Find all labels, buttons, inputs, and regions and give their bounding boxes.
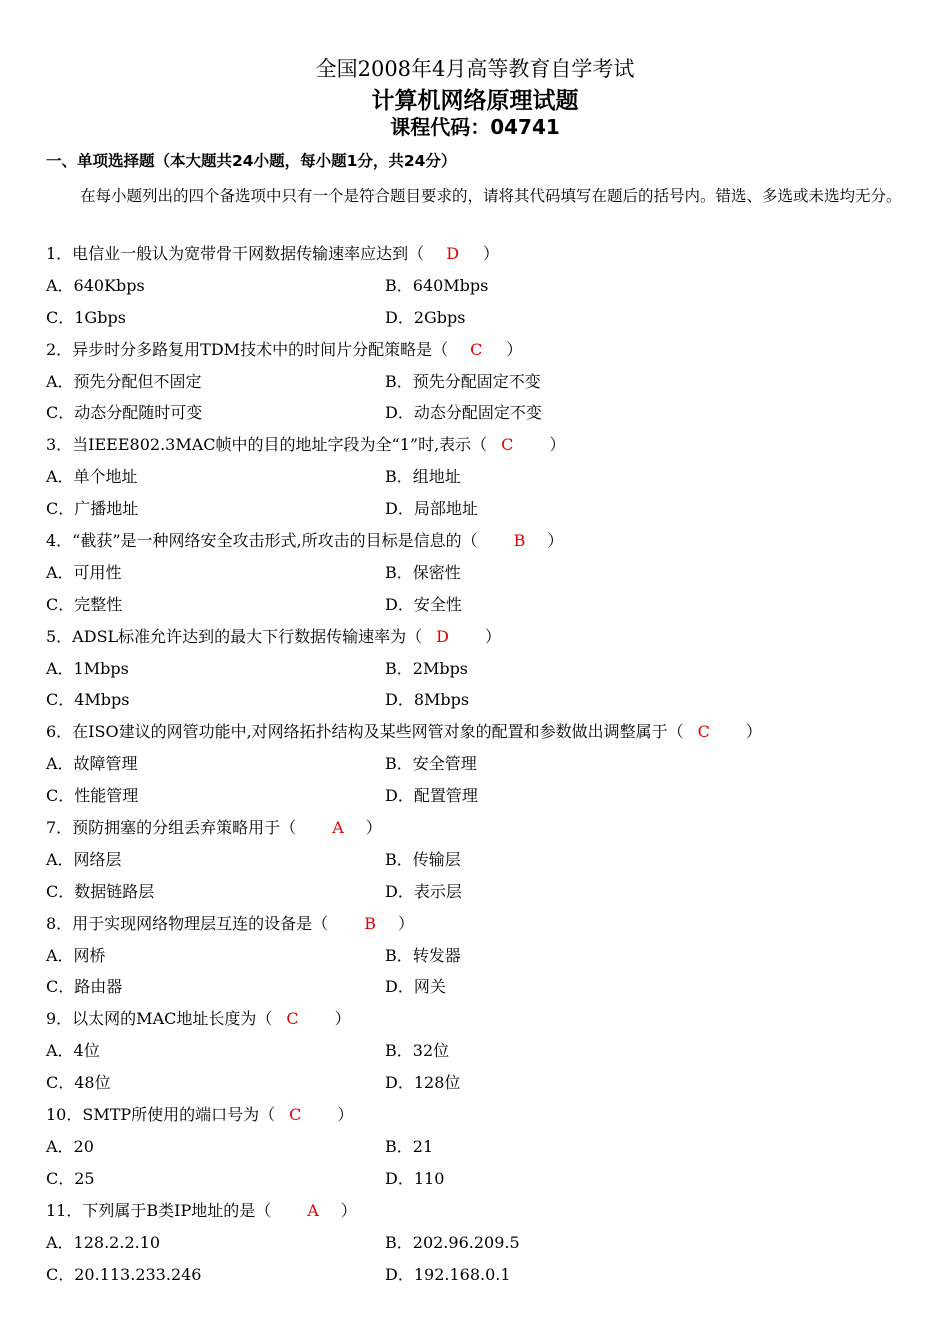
options-row xyxy=(46,557,926,589)
course-code: 课程代码：04741 xyxy=(390,115,560,139)
question-11 xyxy=(46,1195,926,1291)
option-a: A．故障管理 xyxy=(46,754,138,774)
answer-mark: A xyxy=(307,1200,319,1220)
options-row xyxy=(46,1131,926,1163)
options-row xyxy=(46,366,926,398)
option-b: B．21 xyxy=(385,1136,434,1156)
options-row xyxy=(46,1259,926,1291)
question-stem xyxy=(46,1195,926,1227)
option-a: A．20 xyxy=(46,1136,94,1156)
answer-mark: C xyxy=(501,435,514,455)
option-a: A．可用性 xyxy=(46,562,122,582)
option-c: C．动态分配随时可变 xyxy=(46,403,203,423)
option-c: C．1Gbps xyxy=(46,307,126,327)
option-b: B．32位 xyxy=(385,1041,450,1061)
question-6 xyxy=(46,716,926,812)
closing-paren: ） xyxy=(397,913,414,933)
closing-paren: ） xyxy=(549,435,566,455)
closing-paren: ） xyxy=(506,339,523,359)
option-a: A．单个地址 xyxy=(46,467,138,487)
answer-mark: C xyxy=(697,722,710,742)
question-5 xyxy=(46,621,926,717)
question-8 xyxy=(46,908,926,1004)
closing-paren: ） xyxy=(483,244,500,263)
question-text: 3．当IEEE802.3MAC帧中的目的地址字段为全“1”时,表示（ xyxy=(46,435,488,455)
options-row xyxy=(46,940,926,972)
option-d: D．128位 xyxy=(385,1073,461,1093)
question-1 xyxy=(46,238,926,334)
question-7 xyxy=(46,812,926,908)
exam-session-title: 全国2008年4月高等教育自学考试 xyxy=(315,57,635,81)
question-stem xyxy=(46,525,926,557)
option-c: C．完整性 xyxy=(46,594,123,614)
answer-mark: B xyxy=(364,913,376,933)
answer-mark: C xyxy=(470,339,483,359)
question-text: 6．在ISO建议的网管功能中,对网络拓扑结构及某些网管对象的配置和参数做出调整属于（ xyxy=(46,722,684,742)
option-d: D．配置管理 xyxy=(385,786,478,806)
option-a: A．128.2.2.10 xyxy=(46,1232,161,1252)
option-d: D．110 xyxy=(385,1168,445,1188)
question-text: 5．ADSL标准允许达到的最大下行数据传输速率为（ xyxy=(46,626,423,646)
question-stem xyxy=(46,908,926,940)
option-c: C．性能管理 xyxy=(46,786,139,806)
closing-paren: ） xyxy=(334,1009,351,1029)
option-b: B．640Mbps xyxy=(385,275,489,295)
option-a: A．网络层 xyxy=(46,849,122,869)
options-row xyxy=(46,748,926,780)
options-row xyxy=(46,493,926,525)
options-row xyxy=(46,589,926,621)
option-c: C．20.113.233.246 xyxy=(46,1264,202,1284)
options-row xyxy=(46,1067,926,1099)
section-instructions: 在每小题列出的四个备选项中只有一个是符合题目要求的，请将其代码填写在题后的括号内。错选、多选或未选均无分。 xyxy=(80,187,902,205)
options-row xyxy=(46,302,926,334)
options-row xyxy=(46,270,926,302)
question-stem xyxy=(46,429,926,461)
question-text: 11．下列属于B类IP地址的是（ xyxy=(46,1200,272,1220)
question-stem xyxy=(46,812,926,844)
exam-subject-title: 计算机网络原理试题 xyxy=(371,88,579,114)
question-2 xyxy=(46,334,926,430)
section-title: 一、单项选择题（本大题共24小题，每小题1分，共24分） xyxy=(46,152,457,170)
option-a: A．网桥 xyxy=(46,945,106,965)
option-c: C．25 xyxy=(46,1168,95,1188)
option-a: A．640Kbps xyxy=(46,275,145,295)
answer-mark: A xyxy=(332,818,344,838)
option-d: D．网关 xyxy=(385,977,446,997)
answer-mark: B xyxy=(513,531,526,551)
option-b: B．安全管理 xyxy=(385,754,477,774)
option-b: B．202.96.209.5 xyxy=(385,1232,520,1252)
option-b: B．预先分配固定不变 xyxy=(385,371,541,391)
options-row xyxy=(46,844,926,876)
options-row xyxy=(46,684,926,716)
question-text: 8．用于实现网络物理层互连的设备是（ xyxy=(46,913,329,933)
answer-mark: C xyxy=(289,1105,302,1125)
closing-paren: ） xyxy=(484,626,501,646)
option-a: A．4位 xyxy=(46,1041,100,1061)
question-text: 7．预防拥塞的分组丢弃策略用于（ xyxy=(46,818,297,838)
option-d: D．安全性 xyxy=(385,594,462,614)
options-row xyxy=(46,1227,926,1259)
closing-paren: ） xyxy=(340,1200,357,1220)
answer-mark: C xyxy=(286,1009,299,1029)
question-text: 4．“截获”是一种网络安全攻击形式,所攻击的目标是信息的（ xyxy=(46,531,478,551)
closing-paren: ） xyxy=(745,722,762,742)
option-d: D．表示层 xyxy=(385,881,462,901)
options-row xyxy=(46,461,926,493)
option-d: D．局部地址 xyxy=(385,499,478,519)
option-b: B．保密性 xyxy=(385,562,461,582)
option-d: D．192.168.0.1 xyxy=(385,1264,511,1284)
options-row xyxy=(46,653,926,685)
option-c: C．广播地址 xyxy=(46,499,139,519)
question-list xyxy=(46,238,926,1290)
options-row xyxy=(46,780,926,812)
option-c: C．48位 xyxy=(46,1073,111,1093)
option-b: B．2Mbps xyxy=(385,658,469,678)
question-stem xyxy=(46,334,926,366)
question-stem xyxy=(46,716,926,748)
question-text: 1．电信业一般认为宽带骨干网数据传输速率应达到（ xyxy=(46,244,425,263)
question-10 xyxy=(46,1099,926,1195)
question-stem xyxy=(46,1003,926,1035)
question-text: 9．以太网的MAC地址长度为（ xyxy=(46,1009,273,1029)
options-row xyxy=(46,876,926,908)
option-c: C．4Mbps xyxy=(46,690,130,710)
options-row xyxy=(46,1163,926,1195)
question-stem xyxy=(46,238,926,270)
option-d: D．8Mbps xyxy=(385,690,470,710)
option-a: A．1Mbps xyxy=(46,658,129,678)
option-c: C．路由器 xyxy=(46,977,123,997)
options-row xyxy=(46,397,926,429)
closing-paren: ） xyxy=(547,531,564,551)
closing-paren: ） xyxy=(365,818,382,838)
option-b: B．组地址 xyxy=(385,467,461,487)
option-c: C．数据链路层 xyxy=(46,881,155,901)
option-b: B．转发器 xyxy=(385,945,461,965)
closing-paren: ） xyxy=(337,1105,354,1125)
question-text: 10．SMTP所使用的端口号为（ xyxy=(46,1105,276,1125)
question-stem xyxy=(46,1099,926,1131)
question-text: 2．异步时分多路复用TDM技术中的时间片分配策略是（ xyxy=(46,339,449,359)
question-stem xyxy=(46,621,926,653)
answer-mark: D xyxy=(446,244,460,263)
question-3 xyxy=(46,429,926,525)
question-4 xyxy=(46,525,926,621)
options-row xyxy=(46,971,926,1003)
option-a: A．预先分配但不固定 xyxy=(46,371,202,391)
option-b: B．传输层 xyxy=(385,849,461,869)
question-9 xyxy=(46,1003,926,1099)
options-row xyxy=(46,1035,926,1067)
option-d: D．2Gbps xyxy=(385,307,466,327)
answer-mark: D xyxy=(436,626,449,646)
option-d: D．动态分配固定不变 xyxy=(385,403,542,423)
